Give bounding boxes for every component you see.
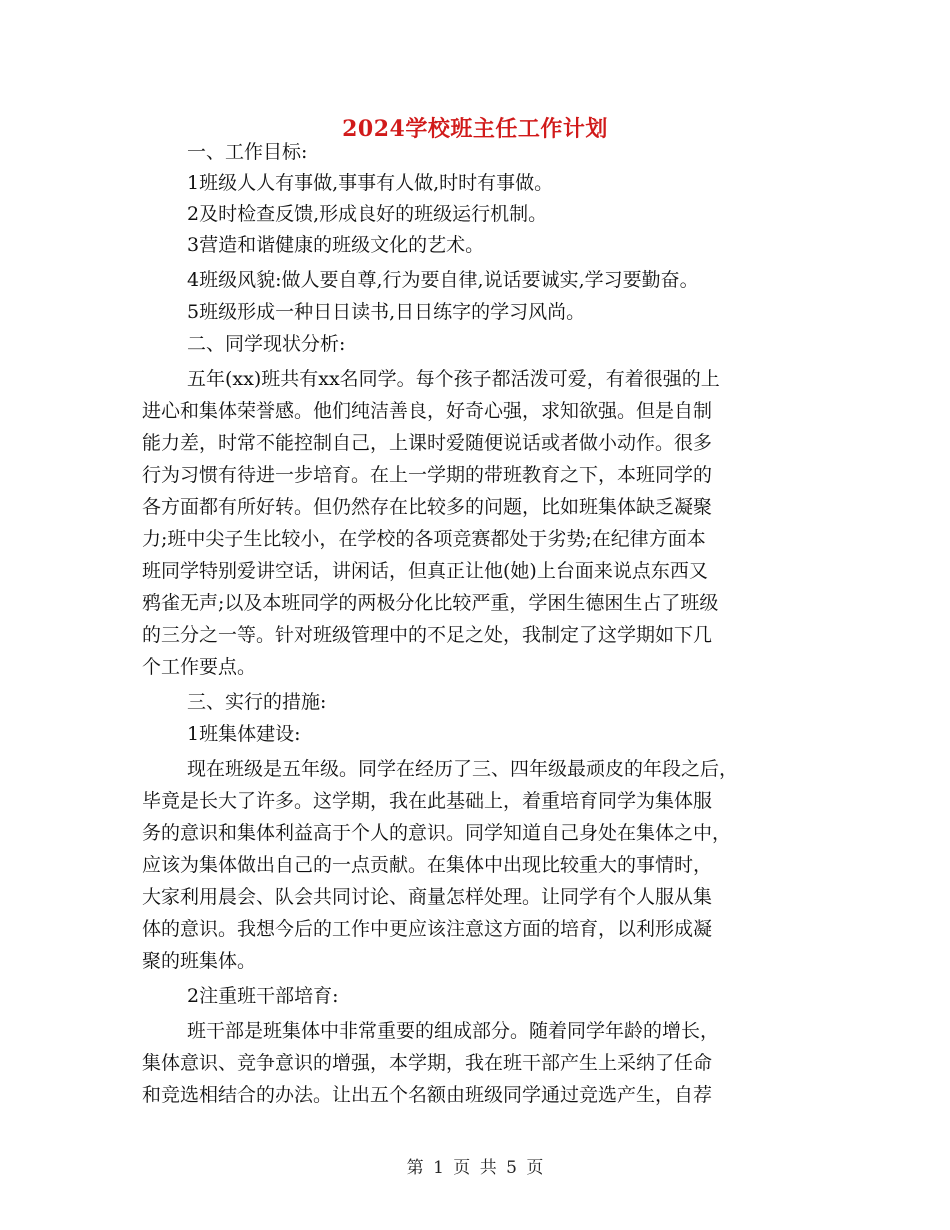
subsection-heading: 1班集体建设: bbox=[187, 723, 301, 745]
paragraph-line: 毕竟是长大了许多。这学期，我在此基础上，着重培育同学为集体服 bbox=[142, 790, 713, 812]
section-heading: 二、同学现状分析: bbox=[187, 333, 346, 355]
paragraph-line: 能力差，时常不能控制自己，上课时爱随便说话或者做小动作。很多 bbox=[142, 432, 713, 454]
paragraph-line: 务的意识和集体利益高于个人的意识。同学知道自己身处在集体之中， bbox=[142, 822, 732, 844]
paragraph-line: 力;班中尖子生比较小，在学校的各项竞赛都处于劣势;在纪律方面本 bbox=[142, 528, 706, 550]
paragraph-line: 聚的班集体。 bbox=[142, 950, 257, 972]
paragraph-line: 行为习惯有待进一步培育。在上一学期的带班教育之下，本班同学的 bbox=[142, 464, 713, 486]
paragraph-line: 鸦雀无声;以及本班同学的两极分化比较严重，学困生德困生占了班级 bbox=[142, 592, 719, 614]
goal-item: 2及时检查反馈,形成良好的班级运行机制。 bbox=[187, 203, 548, 225]
section-heading: 三、实行的措施: bbox=[187, 691, 327, 713]
paragraph-line: 个工作要点。 bbox=[142, 656, 257, 678]
paragraph-line: 集体意识、竞争意识的增强，本学期，我在班干部产生上采纳了任命 bbox=[142, 1052, 713, 1074]
paragraph-line: 和竞选相结合的办法。让出五个名额由班级同学通过竞选产生，自荐 bbox=[142, 1084, 713, 1106]
paragraph-line: 体的意识。我想今后的工作中更应该注意这方面的培育，以利形成凝 bbox=[142, 918, 713, 940]
goal-item: 1班级人人有事做,事事有人做,时时有事做。 bbox=[187, 172, 554, 194]
paragraph-line: 五年(xx)班共有xx名同学。每个孩子都活泼可爱，有着很强的上 bbox=[187, 368, 720, 390]
section-heading: 一、工作目标: bbox=[187, 141, 308, 163]
subsection-heading: 2注重班干部培育: bbox=[187, 985, 339, 1007]
paragraph-line: 进心和集体荣誉感。他们纯洁善良，好奇心强，求知欲强。但是自制 bbox=[142, 400, 713, 422]
goal-item: 4班级风貌:做人要自尊,行为要自律,说话要诚实,学习要勤奋。 bbox=[187, 269, 699, 291]
page-footer: 第 1 页 共 5 页 bbox=[406, 1158, 544, 1178]
paragraph-line: 班同学特别爱讲空话，讲闲话，但真正让他(她)上台面来说点东西又 bbox=[142, 560, 708, 582]
goal-item: 3营造和谐健康的班级文化的艺术。 bbox=[187, 234, 485, 256]
document-title: 2024学校班主任工作计划 bbox=[342, 116, 608, 142]
paragraph-line: 大家利用晨会、队会共同讨论、商量怎样处理。让同学有个人服从集 bbox=[142, 886, 713, 908]
paragraph-line: 班干部是班集体中非常重要的组成部分。随着同学年龄的增长， bbox=[187, 1020, 720, 1042]
paragraph-line: 的三分之一等。针对班级管理中的不足之处，我制定了这学期如下几 bbox=[142, 624, 713, 646]
goal-item: 5班级形成一种日日读书,日日练字的学习风尚。 bbox=[187, 301, 586, 323]
paragraph-line: 各方面都有所好转。但仍然存在比较多的问题，比如班集体缺乏凝聚 bbox=[142, 496, 713, 518]
paragraph-line: 应该为集体做出自己的一点贡献。在集体中出现比较重大的事情时， bbox=[142, 854, 713, 876]
paragraph-line: 现在班级是五年级。同学在经历了三、四年级最顽皮的年段之后， bbox=[187, 758, 739, 780]
